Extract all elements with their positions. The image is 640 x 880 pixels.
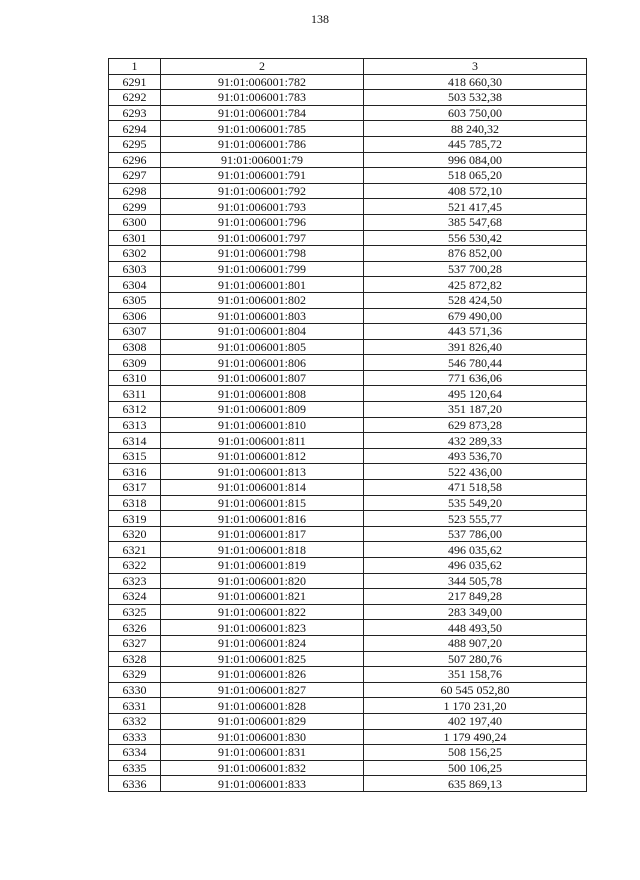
table-row	[109, 402, 587, 418]
cadastral-number-cell: 91:01:006001:810	[161, 417, 364, 433]
cadastral-value-cell: 503 532,38	[364, 90, 587, 106]
table-row	[109, 292, 587, 308]
cadastral-value-cell: 876 852,00	[364, 246, 587, 262]
cadastral-value-cell: 445 785,72	[364, 136, 587, 152]
table-row	[109, 370, 587, 386]
cadastral-number-cell: 91:01:006001:803	[161, 308, 364, 324]
table-row	[109, 168, 587, 184]
table-row	[109, 604, 587, 620]
cadastral-number-cell: 91:01:006001:824	[161, 635, 364, 651]
table-row	[109, 760, 587, 776]
row-number-cell: 6317	[109, 480, 161, 496]
cadastral-number-cell: 91:01:006001:806	[161, 355, 364, 371]
cadastral-number-cell: 91:01:006001:829	[161, 713, 364, 729]
cadastral-value-cell: 629 873,28	[364, 417, 587, 433]
table-row	[109, 199, 587, 215]
row-number-cell: 6323	[109, 573, 161, 589]
row-number-cell: 6300	[109, 214, 161, 230]
row-number-cell: 6331	[109, 698, 161, 714]
cadastral-value-cell: 425 872,82	[364, 277, 587, 293]
cadastral-value-cell: 771 636,06	[364, 370, 587, 386]
table-row	[109, 464, 587, 480]
cadastral-number-cell: 91:01:006001:825	[161, 651, 364, 667]
cadastral-value-cell: 535 549,20	[364, 495, 587, 511]
row-number-cell: 6333	[109, 729, 161, 745]
cadastral-value-cell: 88 240,32	[364, 121, 587, 137]
cadastral-value-cell: 508 156,25	[364, 745, 587, 761]
cadastral-value-cell: 500 106,25	[364, 760, 587, 776]
cadastral-value-cell: 488 907,20	[364, 635, 587, 651]
cadastral-number-cell: 91:01:006001:791	[161, 168, 364, 184]
row-number-cell: 6335	[109, 760, 161, 776]
cadastral-value-cell: 402 197,40	[364, 713, 587, 729]
table-row	[109, 573, 587, 589]
cadastral-value-cell: 408 572,10	[364, 183, 587, 199]
table-row	[109, 152, 587, 168]
cadastral-value-cell: 351 187,20	[364, 402, 587, 418]
cadastral-number-cell: 91:01:006001:826	[161, 667, 364, 683]
cadastral-number-cell: 91:01:006001:792	[161, 183, 364, 199]
cadastral-value-cell: 521 417,45	[364, 199, 587, 215]
table-row	[109, 386, 587, 402]
table-row	[109, 355, 587, 371]
cadastral-number-cell: 91:01:006001:793	[161, 199, 364, 215]
cadastral-number-cell: 91:01:006001:796	[161, 214, 364, 230]
row-number-cell: 6315	[109, 448, 161, 464]
cadastral-value-cell: 507 280,76	[364, 651, 587, 667]
cadastral-number-cell: 91:01:006001:822	[161, 604, 364, 620]
page-number: 138	[311, 12, 329, 26]
column-header-cadastral-value: 3	[364, 59, 587, 75]
cadastral-value-cell: 432 289,33	[364, 433, 587, 449]
table-row	[109, 682, 587, 698]
column-header-number: 1	[109, 59, 161, 75]
cadastral-number-cell: 91:01:006001:799	[161, 261, 364, 277]
table-row	[109, 74, 587, 90]
row-number-cell: 6329	[109, 667, 161, 683]
row-number-cell: 6327	[109, 635, 161, 651]
cadastral-number-cell: 91:01:006001:807	[161, 370, 364, 386]
table-row	[109, 667, 587, 683]
row-number-cell: 6303	[109, 261, 161, 277]
cadastral-number-cell: 91:01:006001:830	[161, 729, 364, 745]
cadastral-value-cell: 60 545 052,80	[364, 682, 587, 698]
table-row	[109, 183, 587, 199]
table-row	[109, 495, 587, 511]
cadastral-number-cell: 91:01:006001:804	[161, 324, 364, 340]
cadastral-value-cell: 1 170 231,20	[364, 698, 587, 714]
column-header-cadastral-number: 2	[161, 59, 364, 75]
cadastral-value-cell: 495 120,64	[364, 386, 587, 402]
cadastral-value-cell: 418 660,30	[364, 74, 587, 90]
table-row	[109, 261, 587, 277]
row-number-cell: 6291	[109, 74, 161, 90]
cadastral-number-cell: 91:01:006001:828	[161, 698, 364, 714]
cadastral-number-cell: 91:01:006001:797	[161, 230, 364, 246]
table-row	[109, 511, 587, 527]
cadastral-number-cell: 91:01:006001:811	[161, 433, 364, 449]
row-number-cell: 6328	[109, 651, 161, 667]
row-number-cell: 6309	[109, 355, 161, 371]
row-number-cell: 6316	[109, 464, 161, 480]
table-row	[109, 729, 587, 745]
table-row	[109, 433, 587, 449]
table-row	[109, 542, 587, 558]
table-row	[109, 105, 587, 121]
cadastral-number-cell: 91:01:006001:805	[161, 339, 364, 355]
cadastral-value-cell: 496 035,62	[364, 558, 587, 574]
cadastral-value-cell: 523 555,77	[364, 511, 587, 527]
cadastral-number-cell: 91:01:006001:831	[161, 745, 364, 761]
table-row	[109, 745, 587, 761]
cadastral-number-cell: 91:01:006001:818	[161, 542, 364, 558]
cadastral-number-cell: 91:01:006001:827	[161, 682, 364, 698]
row-number-cell: 6321	[109, 542, 161, 558]
cadastral-number-cell: 91:01:006001:833	[161, 776, 364, 792]
table-row	[109, 417, 587, 433]
cadastral-value-cell: 635 869,13	[364, 776, 587, 792]
row-number-cell: 6296	[109, 152, 161, 168]
row-number-cell: 6308	[109, 339, 161, 355]
cadastral-value-cell: 603 750,00	[364, 105, 587, 121]
row-number-cell: 6320	[109, 526, 161, 542]
row-number-cell: 6295	[109, 136, 161, 152]
cadastral-number-cell: 91:01:006001:813	[161, 464, 364, 480]
row-number-cell: 6301	[109, 230, 161, 246]
table-row	[109, 230, 587, 246]
cadastral-number-cell: 91:01:006001:812	[161, 448, 364, 464]
cadastral-number-cell: 91:01:006001:817	[161, 526, 364, 542]
cadastral-number-cell: 91:01:006001:832	[161, 760, 364, 776]
cadastral-number-cell: 91:01:006001:816	[161, 511, 364, 527]
table-row	[109, 776, 587, 792]
row-number-cell: 6292	[109, 90, 161, 106]
cadastral-number-cell: 91:01:006001:783	[161, 90, 364, 106]
cadastral-number-cell: 91:01:006001:808	[161, 386, 364, 402]
row-number-cell: 6334	[109, 745, 161, 761]
row-number-cell: 6330	[109, 682, 161, 698]
table-row	[109, 246, 587, 262]
row-number-cell: 6298	[109, 183, 161, 199]
cadastral-number-cell: 91:01:006001:801	[161, 277, 364, 293]
table-row	[109, 698, 587, 714]
cadastral-value-cell: 344 505,78	[364, 573, 587, 589]
cadastral-number-cell: 91:01:006001:823	[161, 620, 364, 636]
cadastral-value-cell: 448 493,50	[364, 620, 587, 636]
row-number-cell: 6293	[109, 105, 161, 121]
row-number-cell: 6314	[109, 433, 161, 449]
table-header-row	[109, 59, 587, 75]
cadastral-number-cell: 91:01:006001:802	[161, 292, 364, 308]
row-number-cell: 6305	[109, 292, 161, 308]
row-number-cell: 6297	[109, 168, 161, 184]
row-number-cell: 6312	[109, 402, 161, 418]
table-row	[109, 558, 587, 574]
row-number-cell: 6294	[109, 121, 161, 137]
cadastral-value-cell: 679 490,00	[364, 308, 587, 324]
cadastral-value-cell: 391 826,40	[364, 339, 587, 355]
cadastral-value-cell: 996 084,00	[364, 152, 587, 168]
row-number-cell: 6332	[109, 713, 161, 729]
row-number-cell: 6311	[109, 386, 161, 402]
cadastral-value-cell: 537 786,00	[364, 526, 587, 542]
table-row	[109, 214, 587, 230]
cadastral-value-cell: 493 536,70	[364, 448, 587, 464]
cadastral-value-cell: 537 700,28	[364, 261, 587, 277]
cadastral-value-cell: 351 158,76	[364, 667, 587, 683]
table-row	[109, 324, 587, 340]
table-row	[109, 620, 587, 636]
row-number-cell: 6306	[109, 308, 161, 324]
cadastral-number-cell: 91:01:006001:785	[161, 121, 364, 137]
cadastral-value-cell: 1 179 490,24	[364, 729, 587, 745]
table-row	[109, 136, 587, 152]
cadastral-value-cell: 546 780,44	[364, 355, 587, 371]
table-row	[109, 526, 587, 542]
table-row	[109, 651, 587, 667]
table-row	[109, 308, 587, 324]
cadastral-value-cell: 522 436,00	[364, 464, 587, 480]
cadastral-value-cell: 283 349,00	[364, 604, 587, 620]
cadastral-number-cell: 91:01:006001:815	[161, 495, 364, 511]
table-row	[109, 713, 587, 729]
row-number-cell: 6324	[109, 589, 161, 605]
cadastral-number-cell: 91:01:006001:784	[161, 105, 364, 121]
row-number-cell: 6304	[109, 277, 161, 293]
row-number-cell: 6325	[109, 604, 161, 620]
row-number-cell: 6307	[109, 324, 161, 340]
cadastral-number-cell: 91:01:006001:814	[161, 480, 364, 496]
cadastral-value-cell: 385 547,68	[364, 214, 587, 230]
cadastral-number-cell: 91:01:006001:820	[161, 573, 364, 589]
cadastral-number-cell: 91:01:006001:786	[161, 136, 364, 152]
cadastral-value-cell: 528 424,50	[364, 292, 587, 308]
cadastral-value-cell: 443 571,36	[364, 324, 587, 340]
cadastral-value-cell: 471 518,58	[364, 480, 587, 496]
table-body	[109, 59, 587, 792]
cadastral-value-table	[108, 58, 587, 792]
table-row	[109, 90, 587, 106]
row-number-cell: 6302	[109, 246, 161, 262]
table-row	[109, 121, 587, 137]
row-number-cell: 6299	[109, 199, 161, 215]
row-number-cell: 6319	[109, 511, 161, 527]
cadastral-value-cell: 496 035,62	[364, 542, 587, 558]
table-row	[109, 277, 587, 293]
table-row	[109, 339, 587, 355]
row-number-cell: 6318	[109, 495, 161, 511]
cadastral-value-cell: 217 849,28	[364, 589, 587, 605]
cadastral-number-cell: 91:01:006001:798	[161, 246, 364, 262]
cadastral-value-cell: 556 530,42	[364, 230, 587, 246]
row-number-cell: 6313	[109, 417, 161, 433]
row-number-cell: 6322	[109, 558, 161, 574]
row-number-cell: 6336	[109, 776, 161, 792]
row-number-cell: 6326	[109, 620, 161, 636]
cadastral-number-cell: 91:01:006001:821	[161, 589, 364, 605]
cadastral-number-cell: 91:01:006001:782	[161, 74, 364, 90]
table-row	[109, 635, 587, 651]
cadastral-number-cell: 91:01:006001:79	[161, 152, 364, 168]
table-row	[109, 448, 587, 464]
row-number-cell: 6310	[109, 370, 161, 386]
cadastral-number-cell: 91:01:006001:819	[161, 558, 364, 574]
cadastral-value-cell: 518 065,20	[364, 168, 587, 184]
cadastral-number-cell: 91:01:006001:809	[161, 402, 364, 418]
table-row	[109, 480, 587, 496]
table-row	[109, 589, 587, 605]
